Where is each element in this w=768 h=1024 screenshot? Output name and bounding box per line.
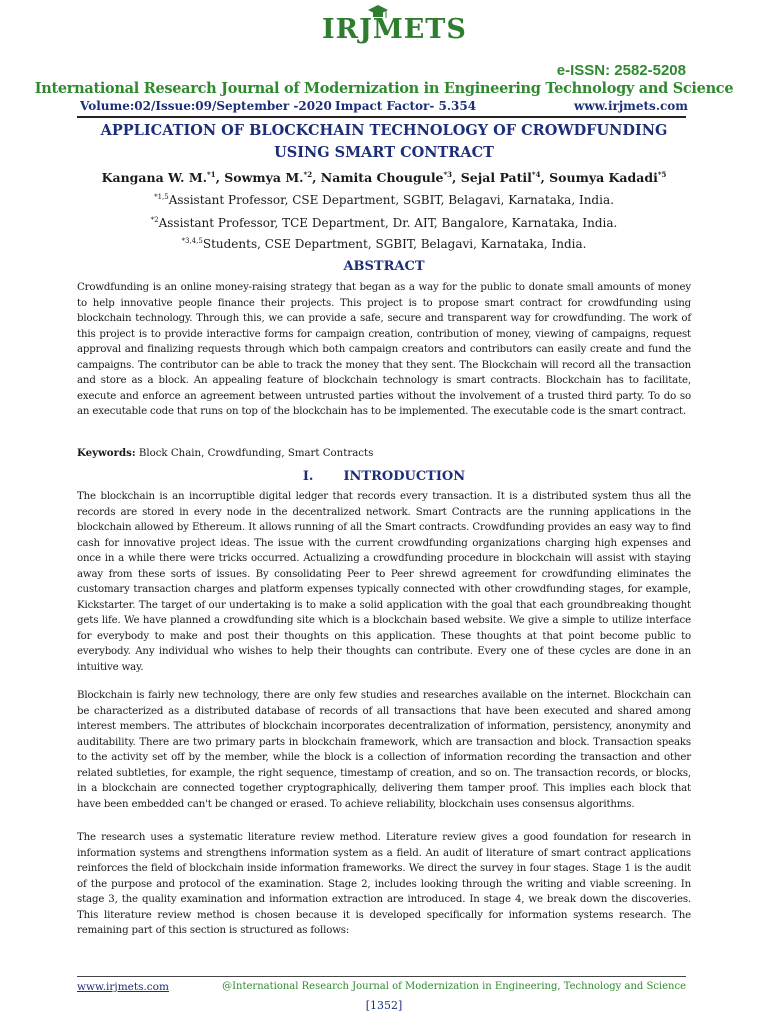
abstract-body: Crowdfunding is an online money-raising strategy that began as a way for the public to donate small amounts of money to help innovative people finance their projects. This project is to propose smart contract for crowdfunding using blockchain technology. Through this, we can provide a safe, secure and transparent way for crowdfunding. The work of this project is to provide interactive forms for campaign creation, contribution of money, viewing of campaigns, request approval and finalizing requests through which both campaign creators and contributors can easily create and fund the campaigns. The contributor can be able to track the money that they sent. The Blockchain will record all the transaction and store as a block. An appealing feature of blockchain technology is smart contracts. Blockchain has to facilitate, execute and enforce an agreement between untrusted parties without the involvement of a trusted third party. To do so an executable code that runs on top of the blockchain has to be implemented. The executable code is the smart contract. xyxy=(77,282,691,417)
affiliation-superscript: *3,4,5 xyxy=(181,237,203,245)
affiliation xyxy=(0,237,768,251)
affiliation-superscript: *1,5 xyxy=(154,193,169,201)
paper-title: APPLICATION OF BLOCKCHAIN TECHNOLOGY OF CROWDFUNDING USING SMART CONTRACT xyxy=(100,122,668,161)
volume-issue: Volume:02/Issue:09/September -2020 xyxy=(80,99,332,113)
author-list: Kangana W. M.$^{*1}$, Sowmya M.$^{*2}$, Namita Chougule$^{*3}$, Sejal Patil$^{*4}$, Soumya Kadadi$^{*5}$ xyxy=(101,170,667,186)
affiliation-superscript: *2 xyxy=(150,216,159,224)
author-name: Kangana W. M. xyxy=(101,170,208,186)
body-paragraph: The blockchain is an incorruptible digital ledger that records every transaction. It is a distributed system thus all the records are stored in every node in the decentralized network. Smart Contracts are the running applications in the blockchain allowed by Ethereum. It allows running of all the Smart contracts. Crowdfunding provides an easy way to find cash for innovative project ideas. The issue with the current crowdfunding organizations charging high expenses and once in a while there were tricks occurred. Actualizing a crowdfunding procedure in blockchain will assist with staying away from these sorts of issues. By consolidating Peer to Peer shrewd agreement for crowdfunding eliminates the customary transaction charges and platform expenses typically connected with other crowdfunding stages, for example, Kickstarter. The target of our undertaking is to make a solid application with the goal that each groundbreaking thought gets life. We have planned a crowdfunding site which is a blockchain based website. We give a simple to utilize interface for everybody to make and post their thoughts on this application. These thoughts at that point become public to everybody. Any individual who wishes to help their thoughts can contribute. Every one of these cycles are done in an intuitive way. xyxy=(77,491,691,673)
affiliation-text: Assistant Professor, TCE Department, Dr. AIT, Bangalore, Karnataka, India. xyxy=(158,216,618,230)
author-superscript: *2 xyxy=(303,170,313,179)
abstract-heading: ABSTRACT xyxy=(343,259,425,274)
author-superscript: *5 xyxy=(657,170,667,179)
keywords-text: Block Chain, Crowdfunding, Smart Contracts xyxy=(138,448,374,459)
page-number: [1352] xyxy=(365,999,403,1012)
header-rule xyxy=(77,116,686,118)
keywords-label: Keywords: xyxy=(77,447,136,459)
body-paragraph: Blockchain is fairly new technology, there are only few studies and researches available on the internet. Blockchain can be characterized as a distributed database of records of all transactions that have been executed and shared among interest members. The attributes of blockchain incorporates decentralization of information, persistency, anonymity and auditability. There are two primary parts in blockchain framework, which are transaction and block. Transaction speaks to the activity set off by the member, while the block is a collection of information recording the transaction and other related subtleties, for example, the right sequence, timestamp of creation, and so on. The transaction records, or blocks, in a blockchain are connected together cryptographically, delivering them tamper proof. This implies each block that have been embedded can't be changed or erased. To achieve reliability, blockchain uses consensus algorithms. xyxy=(77,690,691,810)
footer-rule xyxy=(77,976,686,977)
affiliation-text: Assistant Professor, CSE Department, SGBIT, Belagavi, Karnataka, India. xyxy=(168,193,614,207)
impact-factor: Impact Factor- 5.354 xyxy=(335,99,477,113)
author-superscript: *4 xyxy=(531,170,541,179)
author-name: Namita Chougule xyxy=(320,170,444,186)
author-name: Sowmya M. xyxy=(224,170,304,186)
header-website-link[interactable]: www.irjmets.com xyxy=(574,99,688,113)
keywords-line xyxy=(77,447,373,459)
journal-name: International Research Journal of Modernization in Engineering Technology and Science xyxy=(34,80,734,97)
author-name: Soumya Kadadi xyxy=(549,170,658,186)
footer-website-link[interactable]: www.irjmets.com xyxy=(77,981,169,993)
affiliation-text: Students, CSE Department, SGBIT, Belagavi, Karnataka, India. xyxy=(202,237,587,251)
affiliation xyxy=(0,216,768,230)
body-paragraph: The research uses a systematic literature review method. Literature review gives a good foundation for research in information systems and strengthens information system as a field. An audit of literature of smart contract applications reinforces the field of blockchain inside information frameworks. We direct the survey in four stages. Stage 1 is the audit of the purpose and protocol of the examination. Stage 2, includes looking through the writing and viable screening. In stage 3, the quality examination and information extraction are introduced. In stage 4, we break down the discoveries. This literature review method is chosen because it is developed specifically for information systems research. The remaining part of this section is structured as follows: xyxy=(77,832,691,936)
footer-copyright: @International Research Journal of Modernization in Engineering, Technology and Science xyxy=(222,981,686,992)
introduction-heading xyxy=(0,469,768,484)
section-number: I. xyxy=(302,469,314,484)
author-superscript: *1 xyxy=(207,170,216,179)
issn: e-ISSN: 2582-5208 xyxy=(556,62,686,79)
author-superscript: *3 xyxy=(443,170,453,179)
author-name: Sejal Patil xyxy=(460,170,532,186)
logo-text: IRJMETS xyxy=(322,14,467,45)
affiliation xyxy=(0,193,768,207)
section-title: INTRODUCTION xyxy=(343,469,466,484)
